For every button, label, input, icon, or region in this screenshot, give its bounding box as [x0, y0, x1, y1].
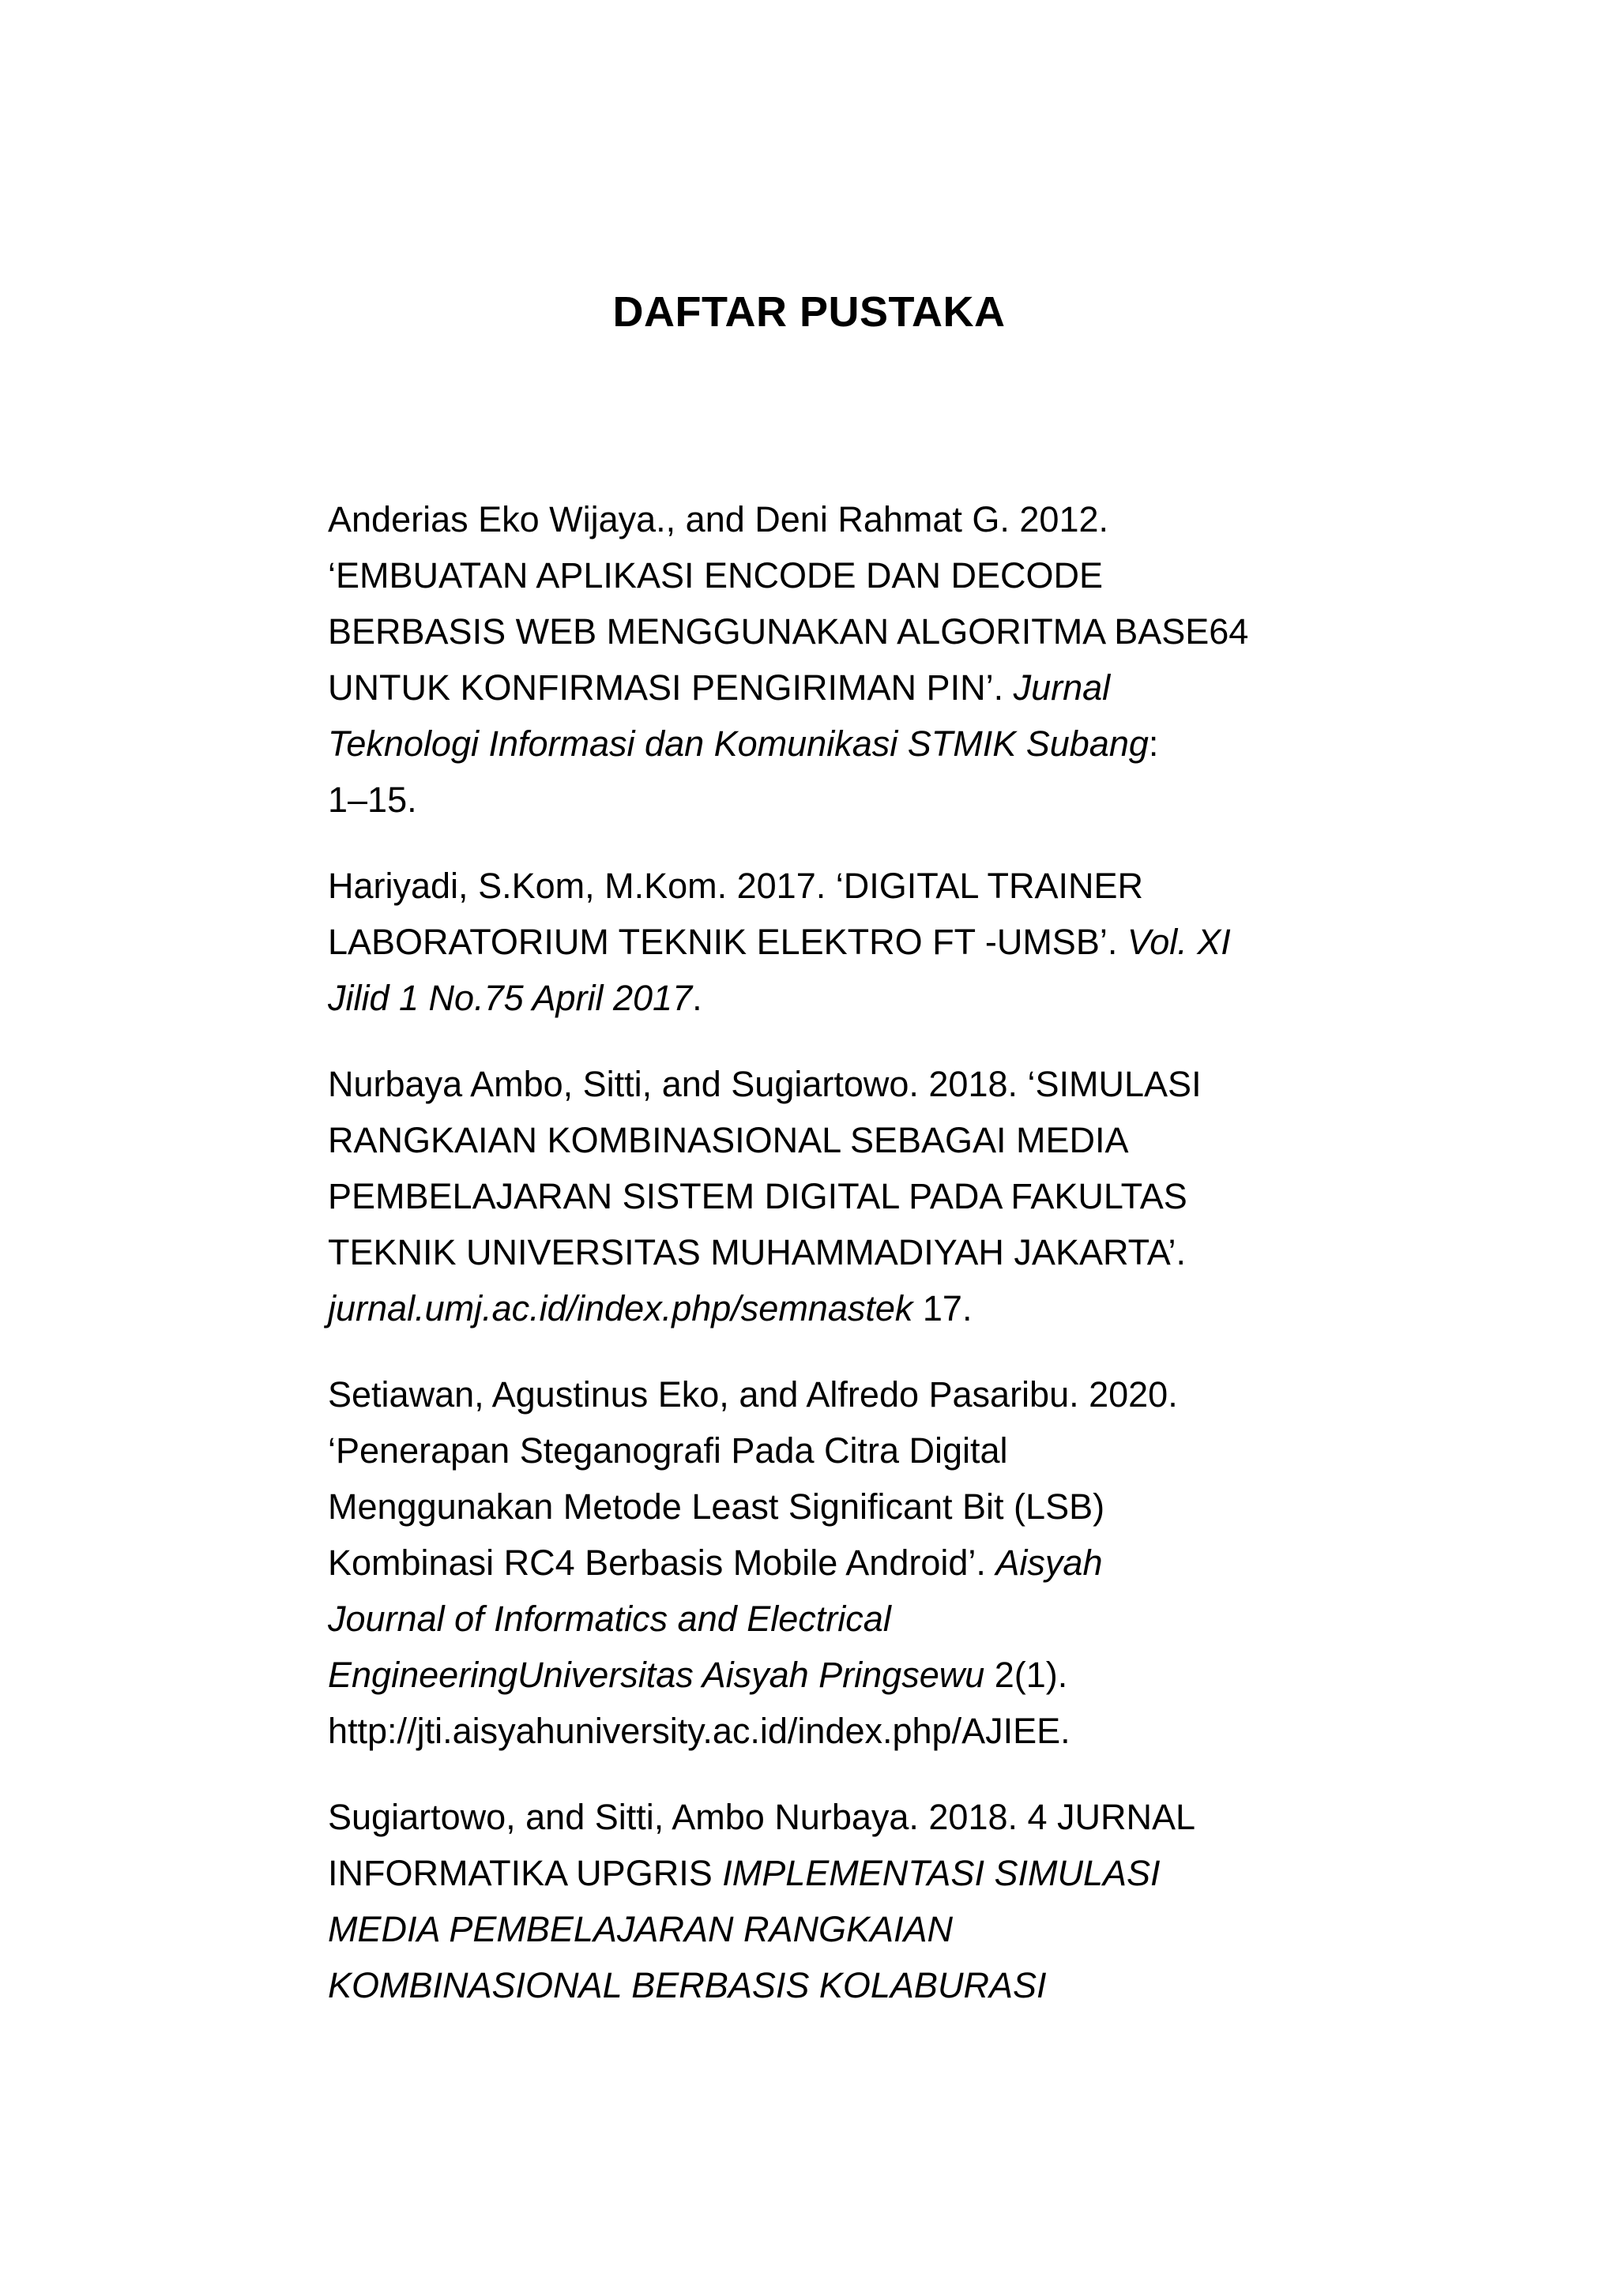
reference-line: [328, 914, 1355, 970]
reference-line: [328, 1647, 1355, 1703]
reference-line: [328, 1591, 1355, 1647]
reference-text: Menggunakan Metode Least Significant Bit (LSB): [328, 1486, 1105, 1527]
reference-entry: [328, 1366, 1355, 1759]
reference-line: [328, 1479, 1355, 1535]
reference-text: UNTUK KONFIRMASI PENGIRIMAN PIN’.: [328, 667, 1014, 708]
reference-entry: [328, 491, 1355, 828]
reference-italic-text: MEDIA PEMBELAJARAN RANGKAIAN: [328, 1909, 954, 1949]
reference-line: [328, 1901, 1355, 1957]
reference-text: PEMBELAJARAN SISTEM DIGITAL PADA FAKULTAS: [328, 1176, 1187, 1216]
reference-italic-text: Vol. XI: [1127, 922, 1231, 962]
reference-line: [328, 1703, 1355, 1759]
reference-line: [328, 970, 1355, 1026]
reference-line: [328, 1112, 1355, 1168]
reference-text: TEKNIK UNIVERSITAS MUHAMMADIYAH JAKARTA’.: [328, 1232, 1186, 1272]
reference-text: 17.: [912, 1288, 973, 1328]
reference-line: [328, 1168, 1355, 1224]
reference-line: [328, 547, 1355, 603]
reference-line: [328, 1535, 1355, 1591]
reference-entry: [328, 1789, 1355, 2013]
reference-list: [328, 491, 1355, 2043]
reference-italic-text: Jurnal: [1013, 667, 1111, 708]
reference-italic-text: Jilid 1 No.75 April 2017: [328, 978, 693, 1018]
reference-text: BERBASIS WEB MENGGUNAKAN ALGORITMA BASE64: [328, 611, 1249, 652]
reference-line: [328, 716, 1355, 772]
reference-text: Hariyadi, S.Kom, M.Kom. 2017. ‘DIGITAL TRAINER: [328, 866, 1143, 906]
reference-line: [328, 772, 1355, 828]
reference-italic-text: IMPLEMENTASI SIMULASI: [722, 1853, 1161, 1893]
reference-text: http://jti.aisyahuniversity.ac.id/index.php/AJIEE.: [328, 1711, 1071, 1751]
reference-text: 1–15.: [328, 780, 417, 820]
reference-italic-text: KOMBINASIONAL BERBASIS KOLABURASI: [328, 1965, 1047, 2005]
reference-text: :: [1148, 723, 1159, 764]
reference-text: ‘Penerapan Steganografi Pada Citra Digital: [328, 1430, 1008, 1471]
reference-line: [328, 1789, 1355, 1845]
reference-italic-text: Journal of Informatics and Electrical: [328, 1599, 891, 1639]
reference-italic-text: jurnal.umj.ac.id/index.php/semnastek: [328, 1288, 913, 1328]
reference-line: [328, 1224, 1355, 1280]
reference-line: [328, 1056, 1355, 1112]
reference-line: [328, 491, 1355, 547]
reference-italic-text: Aisyah: [995, 1543, 1103, 1583]
reference-italic-text: EngineeringUniversitas Aisyah Pringsewu: [328, 1655, 985, 1695]
reference-text: ‘EMBUATAN APLIKASI ENCODE DAN DECODE: [328, 555, 1104, 596]
reference-text: .: [692, 978, 702, 1018]
reference-text: LABORATORIUM TEKNIK ELEKTRO FT -UMSB’.: [328, 922, 1127, 962]
reference-line: [328, 1280, 1355, 1336]
reference-line: [328, 1845, 1355, 1901]
reference-line: [328, 603, 1355, 659]
reference-text: Anderias Eko Wijaya., and Deni Rahmat G. 2012.: [328, 499, 1109, 539]
reference-entry: [328, 1056, 1355, 1336]
reference-text: RANGKAIAN KOMBINASIONAL SEBAGAI MEDIA: [328, 1120, 1129, 1160]
reference-text: Setiawan, Agustinus Eko, and Alfredo Pasaribu. 2020.: [328, 1374, 1178, 1415]
page-title: DAFTAR PUSTAKA: [612, 288, 1006, 336]
reference-text: Nurbaya Ambo, Sitti, and Sugiartowo. 2018. ‘SIMULASI: [328, 1064, 1202, 1104]
reference-text: Sugiartowo, and Sitti, Ambo Nurbaya. 2018. 4 JURNAL: [328, 1797, 1196, 1837]
reference-text: Kombinasi RC4 Berbasis Mobile Android’.: [328, 1543, 996, 1583]
reference-line: [328, 1957, 1355, 2013]
reference-italic-text: Teknologi Informasi dan Komunikasi STMIK Subang: [328, 723, 1149, 764]
reference-line: [328, 1366, 1355, 1422]
reference-text: 2(1).: [984, 1655, 1068, 1695]
reference-entry: [328, 858, 1355, 1026]
reference-line: [328, 1422, 1355, 1479]
reference-line: [328, 659, 1355, 716]
reference-text: INFORMATIKA UPGRIS: [328, 1853, 723, 1893]
reference-line: [328, 858, 1355, 914]
